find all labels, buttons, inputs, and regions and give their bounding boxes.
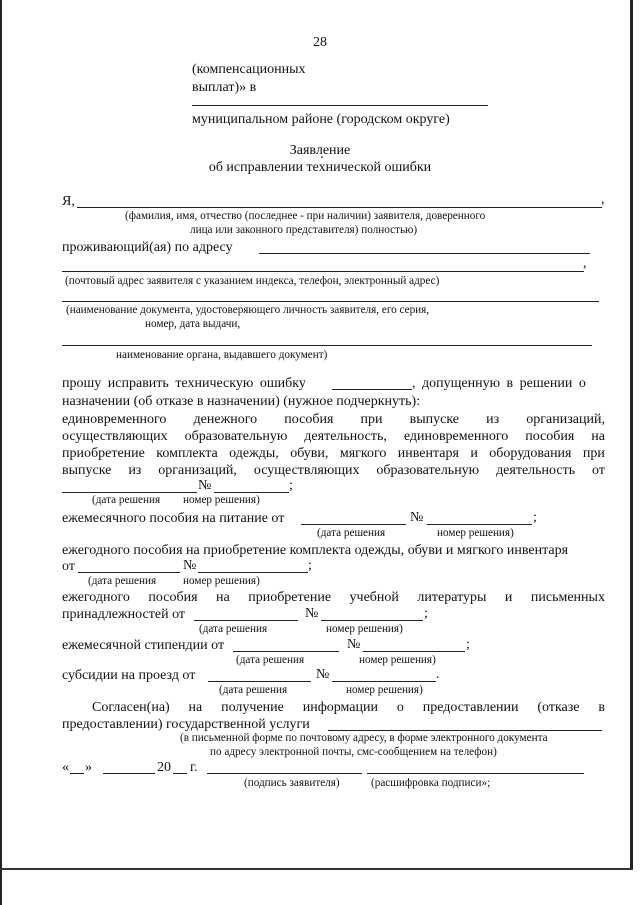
applicant-name-line[interactable] [77, 207, 602, 208]
date-open-quote: « [62, 760, 69, 775]
page-border-left [0, 0, 2, 905]
applicant-comma: , [601, 192, 605, 207]
signature-decode-caption: (расшифровка подписи»; [371, 777, 491, 789]
one-time-no-sign: № [198, 478, 212, 493]
scholarship-date-caption: (дата решения [236, 654, 305, 666]
address-line-1[interactable] [259, 253, 590, 254]
id-document-caption-2: номер, дата выдачи, [145, 318, 241, 330]
one-time-number-caption: номер решения) [183, 494, 260, 506]
doc-title: Заявление [289, 143, 351, 158]
one-time-number-line[interactable] [214, 492, 289, 493]
annual-clothes-from: от [62, 559, 75, 574]
issuer-caption: наименование органа, выдавшего документ) [116, 349, 328, 361]
monthly-food-number-caption: номер решения) [437, 527, 514, 539]
signature-caption: (подпись заявителя) [244, 777, 340, 789]
one-time-semicolon: ; [289, 478, 293, 493]
annual-books-no-sign: № [305, 606, 319, 621]
date-day-line[interactable] [70, 773, 84, 774]
annual-clothes-label: ежегодного пособия на приобретение комплекта одежды, обуви и мягкого инвентаря [62, 543, 569, 558]
monthly-food-no-sign: № [410, 510, 424, 525]
monthly-food-label: ежемесячного пособия на питание от [62, 511, 285, 526]
transport-number-caption: номер решения) [346, 684, 423, 696]
annual-clothes-number-line[interactable] [198, 572, 308, 573]
monthly-food-date-caption: (дата решения [317, 527, 386, 539]
transport-number-line[interactable] [332, 681, 436, 682]
scholarship-label: ежемесячной стипендии от [62, 638, 225, 653]
request-line-5: приобретение комплекта одежды, обуви, мягкого инвентаря и оборудования при [62, 446, 605, 461]
request-line-6: выпуске из организаций, осуществляющих образовательную деятельность от [62, 463, 605, 478]
address-line-2[interactable] [62, 271, 584, 272]
address-label: проживающий(ая) по адресу [62, 240, 233, 255]
applicant-caption-2: лица или законного представителя) полностью) [190, 224, 418, 236]
date-close-quote: » [85, 760, 92, 775]
annual-books-label: принадлежностей от [62, 607, 185, 622]
issuer-line[interactable] [62, 345, 592, 346]
annual-books-number-line[interactable] [321, 620, 423, 621]
transport-date-line[interactable] [208, 681, 311, 682]
annual-books-semicolon: ; [424, 606, 428, 621]
address-caption: (почтовый адрес заявителя с указанием индекса, телефон, электронный адрес) [65, 275, 440, 287]
consent-line-1: Согласен(на) на получение информации о предоставлении (отказе в [92, 700, 605, 715]
date-year-suffix: г. [190, 760, 198, 775]
scholarship-no-sign: № [347, 637, 361, 652]
monthly-food-semicolon: ; [533, 510, 537, 525]
monthly-food-number-line[interactable] [427, 524, 532, 525]
header-line-1: (компенсационных [192, 62, 306, 77]
consent-line-2: предоставлении) государственной услуги [62, 717, 310, 732]
date-month-line[interactable] [103, 773, 155, 774]
date-year-prefix: 20 [157, 760, 171, 775]
transport-no-sign: № [316, 667, 330, 682]
error-description-line[interactable] [332, 389, 412, 390]
request-line-3: единовременного денежного пособия при выпуске из организаций, [62, 412, 605, 427]
annual-clothes-date-line[interactable] [78, 572, 180, 573]
annual-books-date-line[interactable] [194, 620, 298, 621]
one-time-date-line[interactable] [62, 492, 197, 493]
request-line-1-start: прошу исправить техническую ошибку [62, 376, 306, 391]
transport-date-caption: (дата решения [219, 684, 288, 696]
header-line-3: муниципальном районе (городском округе) [192, 112, 450, 127]
consent-caption-1: (в письменной форме по почтовому адресу, в форме электронного документа [180, 732, 548, 744]
annual-books-date-caption: (дата решения [199, 623, 268, 635]
page-number: 28 [313, 35, 327, 50]
applicant-caption-1: (фамилия, имя, отчество (последнее - при наличии) заявителя, доверенного [125, 210, 486, 222]
annual-clothes-no-sign: № [183, 558, 197, 573]
id-document-line[interactable] [62, 301, 599, 302]
transport-label: субсидии на проезд от [62, 668, 196, 683]
monthly-food-date-line[interactable] [301, 524, 406, 525]
page-border-bottom [0, 868, 633, 870]
consent-caption-2: по адресу электронной почты, смс-сообщением на телефон) [210, 746, 497, 758]
request-line-1-tail: , допущенную в решении о [412, 376, 586, 391]
scholarship-semicolon: ; [466, 637, 470, 652]
doc-subtitle: об исправлении технической ошибки [208, 160, 432, 175]
one-time-date-caption: (дата решения [92, 494, 161, 506]
scholarship-date-line[interactable] [233, 651, 339, 652]
header-line-2: выплат)» в [192, 80, 257, 95]
scholarship-number-caption: номер решения) [359, 654, 436, 666]
request-line-4: осуществляющих образовательную деятельность, единовременного пособия на [62, 429, 605, 444]
annual-clothes-date-caption: (дата решения [88, 575, 157, 587]
annual-books-line-1: ежегодного пособия на приобретение учебной литературы и письменных [62, 590, 605, 605]
address-comma: , [583, 256, 587, 271]
annual-clothes-number-caption: номер решения) [183, 575, 260, 587]
annual-books-number-caption: номер решения) [326, 623, 403, 635]
scholarship-number-line[interactable] [363, 651, 465, 652]
id-document-caption-1: (наименование документа, удостоверяющего личность заявителя, его серия, [66, 304, 430, 316]
request-line-2: назначении (об отказе в назначении) (нужное подчеркнуть): [62, 394, 421, 409]
annual-clothes-semicolon: ; [308, 558, 312, 573]
consent-method-line[interactable] [328, 730, 602, 731]
applicant-prefix: Я, [62, 194, 75, 209]
date-year-line[interactable] [173, 773, 187, 774]
signature-line[interactable] [207, 773, 362, 774]
page-border-right [630, 0, 633, 870]
transport-period: . [436, 667, 440, 682]
signature-decode-line[interactable] [367, 773, 584, 774]
header-fill-line [192, 105, 488, 106]
